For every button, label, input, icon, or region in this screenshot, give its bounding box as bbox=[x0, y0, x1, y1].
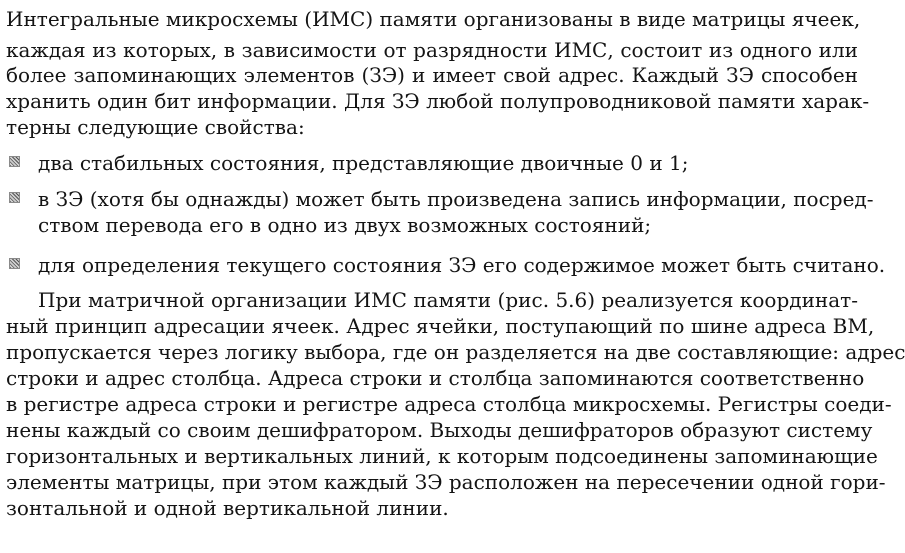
paragraph-2-line: ный принцип адресации ячеек. Адрес ячейки, поступающий по шине адреса ВМ, bbox=[6, 314, 875, 338]
paragraph-2-line: элементы матрицы, при этом каждый ЗЭ расположен на пересечении одной гори- bbox=[6, 470, 886, 494]
paragraph-2-line: При матричной организации ИМС памяти (рис. 5.6) реализуется координат- bbox=[38, 288, 858, 312]
hatched-square-bullet-icon bbox=[9, 192, 20, 203]
paragraph-2-line: зонтальной и одной вертикальной линии. bbox=[6, 496, 449, 520]
hatched-square-bullet-icon bbox=[9, 258, 20, 269]
paragraph-2-line: строки и адрес столбца. Адреса строки и столбца запоминаются соответственно bbox=[6, 366, 865, 390]
list-item-text: два стабильных состояния, представляющие двоичные 0 и 1; bbox=[38, 151, 689, 175]
paragraph-2-line: в регистре адреса строки и регистре адреса столбца микросхемы. Регистры соеди- bbox=[6, 392, 892, 416]
paragraph-2-line: горизонтальных и вертикальных линий, к которым подсоединены запоминающие bbox=[6, 444, 878, 468]
paragraph-1-line: Интегральные микросхемы (ИМС) памяти организованы в виде матрицы ячеек, bbox=[6, 7, 861, 31]
list-item-text: в ЗЭ (хотя бы однажды) может быть произведена запись информации, посред- bbox=[38, 187, 874, 211]
paragraph-1-line: более запоминающих элементов (ЗЭ) и имеет свой адрес. Каждый ЗЭ способен bbox=[6, 63, 858, 87]
paragraph-1-line: хранить один бит информации. Для ЗЭ любой полупроводниковой памяти харак- bbox=[6, 89, 870, 113]
hatched-square-bullet-icon bbox=[9, 156, 20, 167]
paragraph-1-line: каждая из которых, в зависимости от разрядности ИМС, состоит из одного или bbox=[6, 38, 858, 62]
list-item-text: ством перевода его в одно из двух возможных состояний; bbox=[38, 213, 652, 237]
paragraph-2-line: нены каждый со своим дешифратором. Выходы дешифраторов образуют систему bbox=[6, 418, 873, 442]
list-item-text: для определения текущего состояния ЗЭ его содержимое может быть считано. bbox=[38, 253, 886, 277]
paragraph-2-line: пропускается через логику выбора, где он разделяется на две составляющие: адрес bbox=[6, 340, 905, 364]
paragraph-1-line: терны следующие свойства: bbox=[6, 115, 305, 139]
